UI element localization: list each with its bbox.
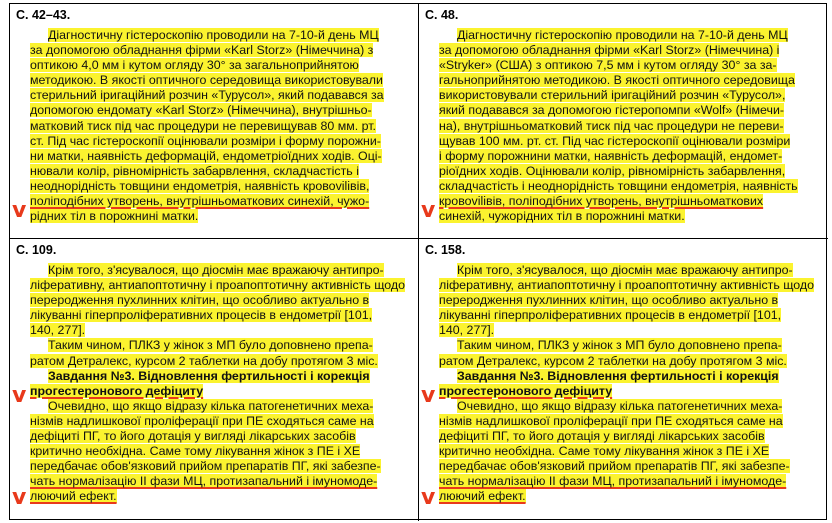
- text-line: який подавався за допомогою гістеропомпи «Wolf» (Німечи-: [439, 103, 784, 118]
- text-line: критично необхідна. Саме тому лікування жінок з ПЕ і ХЕ: [439, 444, 770, 459]
- check-mark-icon: v: [421, 485, 436, 510]
- text-line: Таким чином, ПЛКЗ у жінок з МП було доповнено препа-: [457, 338, 782, 353]
- text-line: 140, 277].: [30, 323, 86, 338]
- cell-text: [439, 263, 815, 505]
- text-line: Крім того, з'ясувалося, що діосмін має вражаючу антипро-: [457, 263, 793, 277]
- cell-text: [30, 28, 406, 224]
- text-line: критично необхідна. Саме тому лікування жінок з ПЕ і ХЕ: [30, 444, 361, 459]
- text-line-underlined: поліподібних утворень, внутрішньоматкових синехій, чужо-: [30, 194, 370, 209]
- text-line: нізмів надлишкової проліферації при ПЕ сходяться саме на: [439, 413, 783, 428]
- text-line-underlined: кровоviliвів, поліподібних утворень, внутрішньоматкових: [439, 194, 764, 209]
- text-line: на), внутрішньоматковий тиск під час процедури не переви-: [439, 118, 784, 133]
- task-heading-underlined: прогестеронового дефіциту: [30, 383, 204, 398]
- text-line: стерильний іригаційний розчин «Турусол», який подавався за: [30, 88, 384, 103]
- check-mark-icon: v: [421, 383, 436, 408]
- text-line: 140, 277].: [439, 323, 495, 338]
- check-mark-icon: v: [421, 198, 436, 223]
- text-line: передбачає обов'язковий прийом препаратів ПГ, які забезпе-: [439, 459, 790, 474]
- text-line: передбачає обов'язковий прийом препаратів ПГ, які забезпе-: [30, 459, 381, 474]
- cell-p48: [419, 4, 828, 239]
- check-mark-icon: v: [12, 383, 27, 408]
- cell-text: [30, 263, 406, 505]
- cell-header: С. 48.: [425, 8, 459, 22]
- cell-p158: [419, 239, 828, 521]
- text-line: неоднорідність товщини ендометрія, наявність кровоviliвів,: [30, 178, 370, 193]
- text-line: ратом Детралекс, курсом 2 таблетки на добу протягом 3 міс.: [30, 353, 378, 368]
- text-line: нізмів надлишкової проліферації при ПЕ сходяться саме на: [30, 413, 374, 428]
- text-line: нювали колір, рівномірність забарвлення, складчастість і: [30, 163, 359, 178]
- text-line: матковий тиск під час процедури не перевищував 80 мм. рт.: [30, 118, 376, 133]
- cell-header: С. 109.: [16, 243, 57, 257]
- text-line: ст. Під час гістероскопії оцінювали розміри і форму порожни-: [30, 133, 381, 148]
- cell-header: С. 42–43.: [16, 8, 71, 22]
- text-line: допомогою ендомату «Karl Storz» (Німеччина), внутрішньо-: [30, 103, 372, 118]
- text-line: використовували стерильний іригаційний розчин «Турусол»,: [439, 88, 786, 103]
- cell-p42-43: [10, 4, 419, 239]
- text-line: ріоїдних ходів. Оцінювали колір, рівномірність забарвлення,: [439, 163, 786, 178]
- text-line: і форму порожнини матки, наявність деформацій, ендомет-: [439, 148, 783, 163]
- cell-p109: [10, 239, 419, 521]
- check-mark-icon: v: [12, 485, 27, 510]
- text-line: щував 100 мм. рт. ст. Під час гістероскопії оцінювали розміри: [439, 133, 791, 148]
- text-line: дефіциті ПГ, то його дотація у вигляді лікарських засобів: [439, 429, 765, 444]
- text-line-underlined: люючий ефект.: [30, 489, 117, 504]
- text-line: Діагностичну гістероскопію проводили на 7-10-й день МЦ: [48, 28, 379, 42]
- task-heading-underlined: прогестеронового дефіциту: [439, 383, 613, 398]
- cell-header: С. 158.: [425, 243, 466, 257]
- cell-text: [439, 28, 815, 224]
- task-heading: Завдання №3. Відновлення фертильності і корекція: [457, 368, 779, 383]
- text-line: синехій, чужорідних тіл в порожнині матки.: [439, 209, 685, 224]
- text-line: Очевидно, що якщо відразу кілька патогенетичних меха-: [457, 398, 783, 413]
- text-line: Очевидно, що якщо відразу кілька патогенетичних меха-: [48, 398, 374, 413]
- text-line: ни матки, наявність деформацій, ендометріоїдних ходів. Оці-: [30, 148, 382, 163]
- text-line: переродження пухлинних клітин, що особливо актуально в: [439, 293, 779, 308]
- text-line: Діагностичну гістероскопію проводили на 7-10-й день МЦ: [457, 28, 788, 42]
- text-line-underlined: чать нормалізацію II фази МЦ, протизапальний і імуномоде-: [439, 474, 787, 489]
- text-line: ліферативну, антиапоптотичну і проапоптотичну активність щодо: [30, 278, 406, 293]
- task-heading: Завдання №3. Відновлення фертильності і корекція: [48, 368, 370, 383]
- text-line: Крім того, з'ясувалося, що діосмін має вражаючу антипро-: [48, 263, 384, 277]
- text-line: за допомогою обладнання фірми «Karl Storz» (Німеччина) з: [30, 43, 374, 58]
- text-line: методикою. В якості оптичного середовища використовували: [30, 73, 383, 88]
- text-line: лікуванні гіперпроліферативних процесів в ендометрії [101,: [30, 308, 373, 323]
- text-line: лікуванні гіперпроліферативних процесів в ендометрії [101,: [439, 308, 782, 323]
- text-line: оптикою 4,0 мм і кутом огляду 30° за загальноприйнятою: [30, 58, 359, 73]
- text-line: гальноприйнятою методикою. В якості оптичного середовища: [439, 73, 795, 88]
- text-line: складчастість і неоднорідність товщини ендометрія, наявність: [439, 178, 798, 193]
- text-line: за допомогою обладнання фірми «Karl Storz» (Німеччина) і: [439, 43, 780, 58]
- text-line: «Stryker» (США) з оптикою 7,5 мм і кутом огляду 30° за за-: [439, 58, 777, 73]
- text-line-underlined: люючий ефект.: [439, 489, 526, 504]
- text-line: дефіциті ПГ, то його дотація у вигляді лікарських засобів: [30, 429, 356, 444]
- comparison-table: [9, 3, 827, 520]
- text-line: ратом Детралекс, курсом 2 таблетки на добу протягом 3 міс.: [439, 353, 787, 368]
- check-mark-icon: v: [12, 198, 27, 223]
- text-line: Таким чином, ПЛКЗ у жінок з МП було доповнено препа-: [48, 338, 373, 353]
- text-line: ліферативну, антиапоптотичну і проапоптотичну активність щодо: [439, 278, 815, 293]
- text-line-underlined: чать нормалізацію II фази МЦ, протизапальний і імуномоде-: [30, 474, 378, 489]
- text-line: рідних тіл в порожнині матки.: [30, 209, 199, 224]
- text-line: переродження пухлинних клітин, що особливо актуально в: [30, 293, 370, 308]
